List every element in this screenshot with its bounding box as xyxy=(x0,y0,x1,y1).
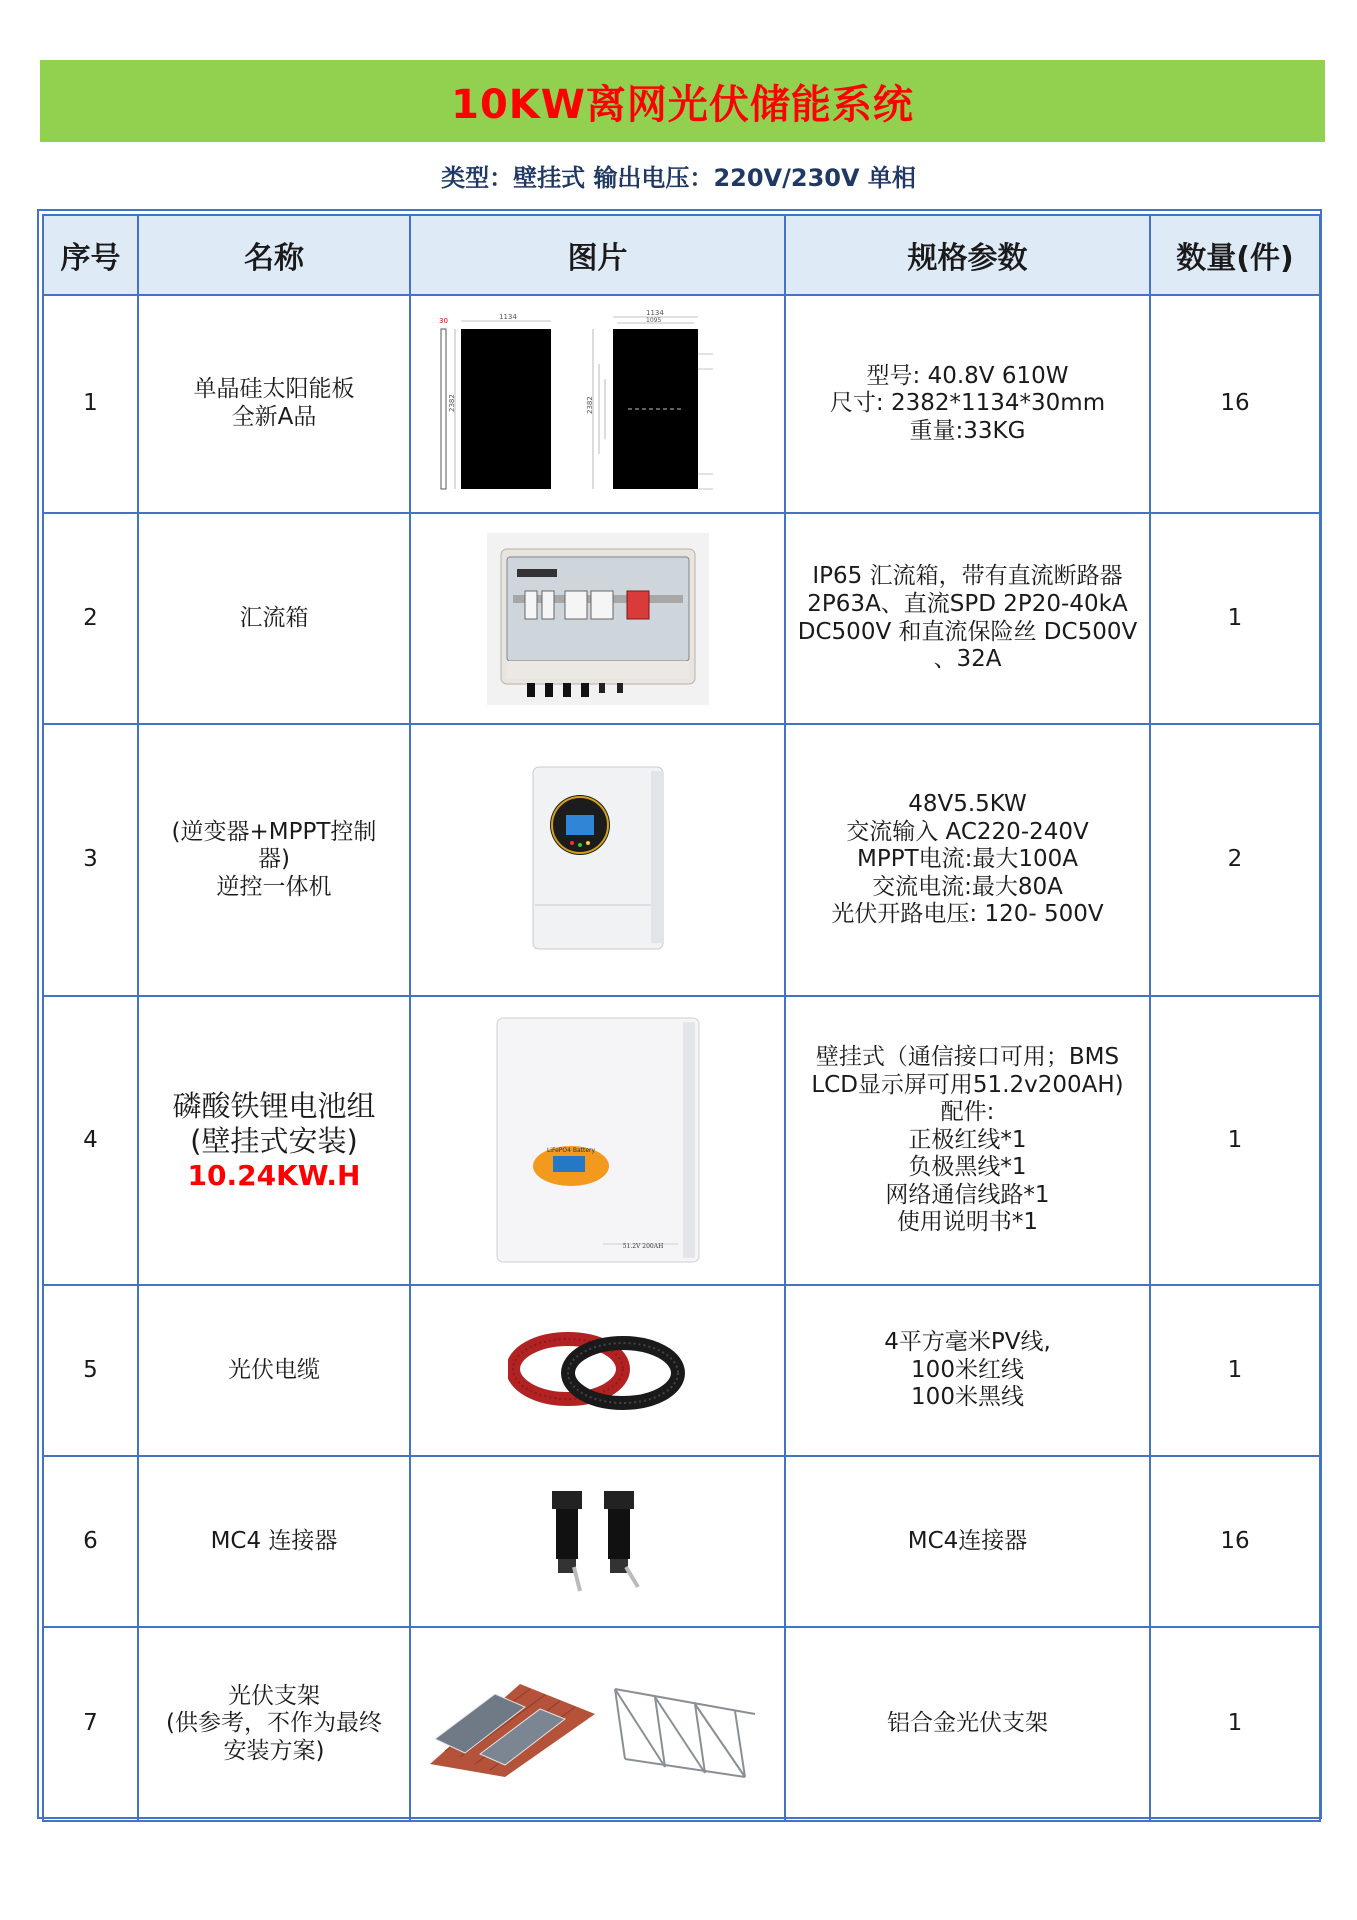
name-line: 安装方案) xyxy=(223,1737,325,1764)
row-image xyxy=(410,1285,785,1456)
row-spec xyxy=(785,996,1150,1285)
row-qty: 1 xyxy=(1150,1285,1320,1456)
row-name xyxy=(138,996,410,1285)
row-no: 1 xyxy=(43,295,138,513)
table-row xyxy=(43,513,1320,724)
svg-text:51.2V 200AH: 51.2V 200AH xyxy=(622,1242,663,1250)
row-image xyxy=(410,996,785,1285)
product-table xyxy=(42,214,1321,1822)
spec-line: 交流输入 AC220-240V xyxy=(846,818,1089,845)
row-no: 6 xyxy=(43,1456,138,1627)
voltage-label: 输出电压： xyxy=(593,164,714,192)
table-row xyxy=(43,996,1320,1285)
table-row xyxy=(43,1456,1320,1627)
name-line: (供参考，不作为最终 xyxy=(166,1710,382,1737)
row-name xyxy=(138,295,410,513)
name-line: (壁挂式安装) xyxy=(190,1123,358,1158)
table-row xyxy=(43,295,1320,513)
header-image: 图片 xyxy=(410,215,785,295)
header-spec: 规格参数 xyxy=(785,215,1150,295)
name-line: 光伏电缆 xyxy=(228,1356,320,1383)
row-qty: 1 xyxy=(1150,996,1320,1285)
row-name xyxy=(138,513,410,724)
row-qty: 16 xyxy=(1150,1456,1320,1627)
row-name xyxy=(138,1627,410,1821)
capacity-highlight: 10.24KW.H xyxy=(187,1158,361,1192)
spec-line: 2P63A、直流SPD 2P20-40kA xyxy=(807,590,1128,617)
title-banner xyxy=(40,60,1325,142)
name-line: 逆控一体机 xyxy=(216,873,332,900)
spec-line: IP65 汇流箱，带有直流断路器 xyxy=(812,563,1123,590)
mc4-connector-photo xyxy=(528,1487,668,1597)
spec-line: 正极红线*1 xyxy=(908,1126,1027,1153)
header-no: 序号 xyxy=(43,215,138,295)
name-line: 磷酸铁锂电池组 xyxy=(172,1088,376,1123)
type-value: 壁挂式 xyxy=(513,164,586,192)
spec-line: 交流电流:最大80A xyxy=(872,873,1063,900)
type-label: 类型： xyxy=(441,164,514,192)
row-no: 5 xyxy=(43,1285,138,1456)
row-qty: 2 xyxy=(1150,724,1320,996)
subtitle xyxy=(0,158,1357,193)
voltage-value: 220V/230V xyxy=(713,164,860,192)
row-name xyxy=(138,1456,410,1627)
svg-text:1134: 1134 xyxy=(498,313,517,321)
name-line: 汇流箱 xyxy=(239,604,309,631)
spec-line: 48V5.5KW xyxy=(908,791,1027,818)
svg-text:2382: 2382 xyxy=(585,396,594,414)
spec-line: 负极黑线*1 xyxy=(908,1154,1027,1181)
row-spec xyxy=(785,1627,1150,1821)
row-spec xyxy=(785,1285,1150,1456)
row-qty: 1 xyxy=(1150,513,1320,724)
lithium-battery-photo xyxy=(493,1016,703,1266)
inverter-photo xyxy=(513,765,683,955)
name-line: (逆变器+MPPT控制 xyxy=(171,818,377,845)
table-header-row xyxy=(43,215,1320,295)
name-line: MC4 连接器 xyxy=(210,1527,338,1554)
row-spec xyxy=(785,295,1150,513)
table-row xyxy=(43,1627,1320,1821)
row-spec xyxy=(785,513,1150,724)
row-image xyxy=(410,724,785,996)
table-row xyxy=(43,1285,1320,1456)
pv-cable-photo xyxy=(508,1321,688,1421)
product-table-frame xyxy=(37,209,1322,1819)
spec-line: MC4连接器 xyxy=(907,1527,1028,1554)
row-image xyxy=(410,513,785,724)
row-name xyxy=(138,1285,410,1456)
spec-line: 配件: xyxy=(940,1099,995,1126)
header-name: 名称 xyxy=(138,215,410,295)
name-line: 光伏支架 xyxy=(228,1682,320,1709)
spec-line: 光伏开路电压: 120- 500V xyxy=(831,901,1104,928)
svg-text:LiFePO4 Battery: LiFePO4 Battery xyxy=(546,1146,595,1154)
row-image xyxy=(410,1627,785,1821)
spec-line: MPPT电流:最大100A xyxy=(856,846,1078,873)
page-title: 10KW离网光伏储能系统 xyxy=(451,81,914,128)
spec-line: 4平方毫米PV线, xyxy=(884,1329,1051,1356)
row-spec xyxy=(785,724,1150,996)
spec-line: 100米黑线 xyxy=(911,1384,1024,1411)
svg-text:1095: 1095 xyxy=(645,317,661,324)
spec-line: DC500V 和直流保险丝 DC500V xyxy=(797,618,1138,645)
spec-line: 网络通信线路*1 xyxy=(885,1181,1050,1208)
row-image xyxy=(410,295,785,513)
row-qty: 16 xyxy=(1150,295,1320,513)
row-qty: 1 xyxy=(1150,1627,1320,1821)
svg-text:2382: 2382 xyxy=(447,394,456,412)
row-no: 3 xyxy=(43,724,138,996)
phase-value: 单相 xyxy=(867,164,916,192)
solar-panel-drawing xyxy=(433,309,763,499)
table-row xyxy=(43,724,1320,996)
spec-line: 壁挂式（通信接口可用；BMS xyxy=(815,1043,1120,1070)
row-spec xyxy=(785,1456,1150,1627)
svg-text:1134: 1134 xyxy=(645,309,664,317)
svg-text:30: 30 xyxy=(438,317,448,325)
spec-line: 、32A xyxy=(933,646,1002,673)
spec-line: 型号: 40.8V 610W xyxy=(866,362,1069,389)
spec-line: 铝合金光伏支架 xyxy=(887,1710,1048,1737)
spec-line: LCD显示屏可用51.2v200AH) xyxy=(811,1071,1124,1098)
row-no: 2 xyxy=(43,513,138,724)
row-image xyxy=(410,1456,785,1627)
header-qty: 数量(件) xyxy=(1150,215,1320,295)
spec-line: 重量:33KG xyxy=(909,417,1026,444)
spec-line: 100米红线 xyxy=(911,1356,1024,1383)
pv-mounting-bracket-photo xyxy=(425,1669,770,1779)
spec-line: 使用说明书*1 xyxy=(896,1209,1039,1236)
row-no: 7 xyxy=(43,1627,138,1821)
combiner-box-photo xyxy=(487,533,709,705)
spec-line: 尺寸: 2382*1134*30mm xyxy=(829,390,1106,417)
name-line: 单晶硅太阳能板 xyxy=(193,376,355,403)
name-line: 器) xyxy=(258,846,290,873)
row-name xyxy=(138,724,410,996)
name-line: 全新A品 xyxy=(231,404,317,430)
row-no: 4 xyxy=(43,996,138,1285)
